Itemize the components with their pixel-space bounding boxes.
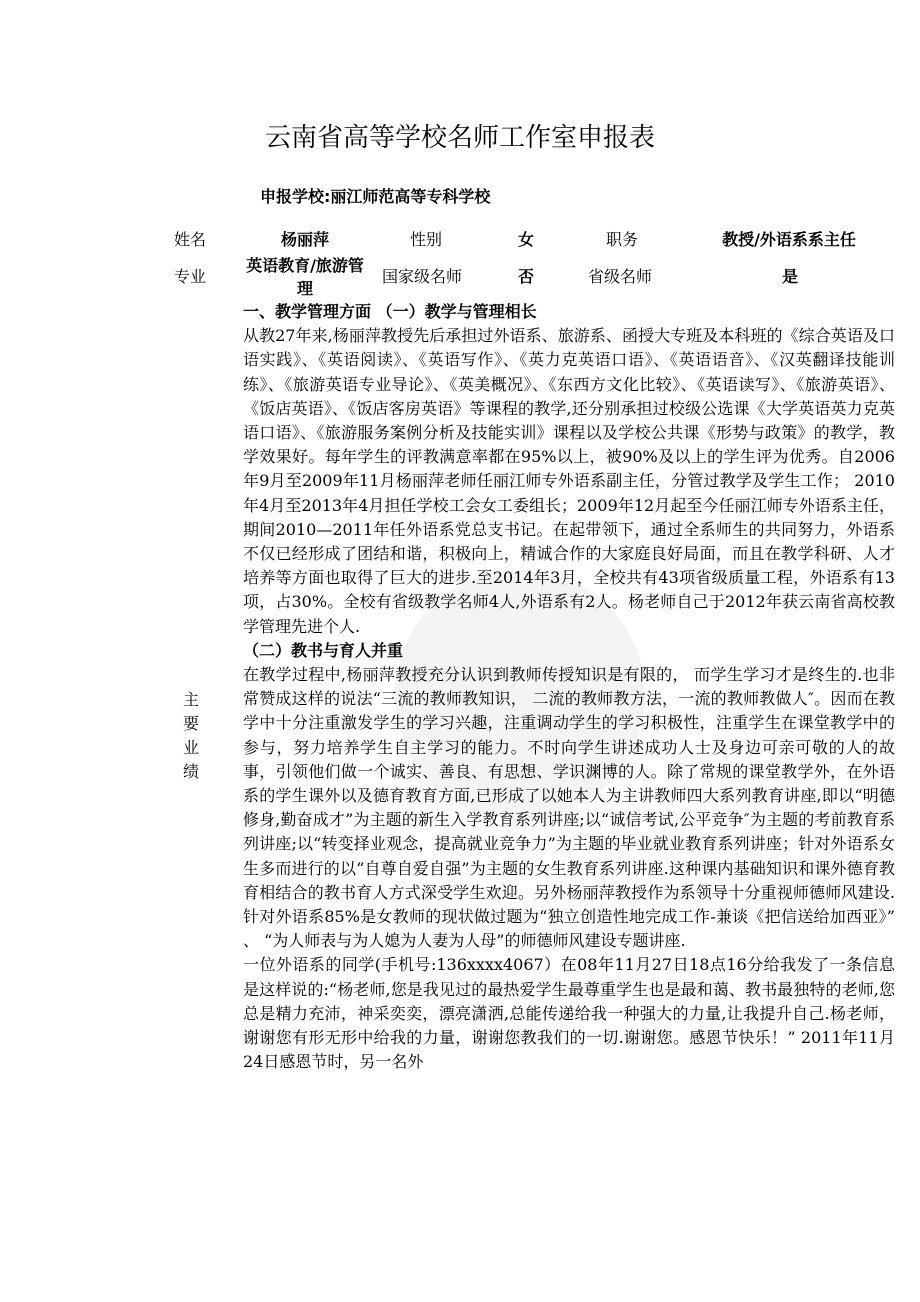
- paragraph-teaching-and-educating: 在教学过程中,杨丽萍教授充分认识到教师传授知识是有限的， 而学生学习才是终生的.也非常赞成这样的说法“三流的教师教知识， 二流的教师教方法，一流的教师教做人″。因而在教学中十分注重激发学生的学习兴趣，注重调动学生的学习积极性，注重学生在课堂教学中的参与，努力培养学生自主学习的能力。不时向学生讲述成功人士及身边可亲可敬的人的故事，引领他们做一个诚实、善良、有思想、学识渊博的人。除了常规的课堂教学外，在外语系的学生课外以及德育教育方面,已形成了以她本人为主讲教师四大系列教育讲座,即以“明德修身,勤奋成才”为主题的新生入学教育系列讲座;以“诚信考试,公平竞争″为主题的考前教育系列讲座;以“转变择业观念，提高就业竞争力”为主题的毕业就业教育系列讲座；针对外语系女生多而进行的以“自尊自爱自强”为主题的女生教育系列讲座.这种课内基础知识和课外德育教育相结合的教书育人方式深受学生欢迎。另外杨丽萍教授作为系领导十分重视师德师风建设.针对外语系85%是女教师的现状做过题为“独立创造性地完成工作-兼谈《把信送给加西亚》” 、 “为人师表与为人媳为人妻为人母”的师德师风建设专题讲座.: [243, 665, 895, 951]
- name-value: 杨丽萍: [280, 230, 329, 249]
- paragraph-teaching-management: 从教27年来,杨丽萍教授先后承担过外语系、旅游系、函授大专班及本科班的《综合英语及口语实践》、《英语阅读》、《英语写作》、《英力克英语口语》、《英语语音》、《汉英翻译技能训练》、《旅游英语专业导论》、《英美概况》、《东西方文化比较》、《英语读写》、《旅游英语》、《饭店英语》、《饭店客房英语》等课程的教学,还分别承担过校级公选课《大学英语英力克英语口语》、《旅游服务案例分析及技能实训》课程以及学校公共课《形势与政策》的教学，教学效果好。每年学生的评教满意率都在95%以上，被90%及以上的学生评为优秀。自2006年9月至2009年11月杨丽萍老师任丽江师专外语系副主任，分管过教学及学生工作； 2010年4月至2013年4月担任学校工会女工委组长；2009年12月起至今任丽江师专外语系主任，期间2010—2011年任外语系党总支书记。在起带领下，通过全系师生的共同努力，外语系不仅已经形成了团结和谐，积极向上，精诚合作的大家庭良好局面，而且在教学科研、人才培养等方面也取得了巨大的进步.至2014年3月，全校共有43项省级质量工程，外语系有13项，占30%。全校有省级教学名师4人,外语系有2人。杨老师自己于2012年获云南省高校教学管理先进个人.: [243, 326, 895, 636]
- page-title: 云南省高等学校名师工作室申报表: [264, 123, 655, 153]
- achievements-content: [243, 300, 895, 1075]
- gender-label: 性别: [410, 230, 443, 249]
- provincial-value: 是: [781, 267, 798, 286]
- provincial-label: 省级名师: [588, 267, 653, 286]
- national-value: 否: [517, 267, 534, 286]
- side-char: 业: [182, 738, 199, 757]
- major-label: 专业: [174, 267, 207, 286]
- side-label-main-achievements: [178, 688, 204, 784]
- side-char: 绩: [182, 762, 199, 781]
- major-value: 英语教育/旅游管理: [246, 256, 364, 298]
- side-char: 要: [182, 714, 199, 733]
- position-label: 职务: [606, 230, 639, 249]
- name-label: 姓名: [174, 230, 207, 249]
- side-char: 主: [182, 690, 199, 709]
- gender-value: 女: [517, 230, 534, 249]
- school-line: 申报学校:丽江师范高等专科学校: [260, 187, 491, 206]
- position-value: 教授/外语系系主任: [722, 230, 856, 249]
- section-heading-teaching-and-educating: （二）教书与育人并重: [243, 640, 404, 660]
- section-heading-teaching-management: 一、教学管理方面 （一）教学与管理相长: [243, 302, 537, 321]
- paragraph-student-message: 一位外语系的同学(手机号:136xxxx4067）在08年11月27日18点16分给我发了一条信息是这样说的:“杨老师,您是我见过的最热爱学生最尊重学生也是最和蔼、教书最独特的老师,您总是精力充沛，神采奕奕，漂亮潇洒,总能传递给我一种强大的力量,让我提升自己.杨老师，谢谢您有形无形中给我的力量，谢谢您教我们的一切.谢谢您。感恩节快乐！” 2011年11月24日感恩节时，另一名外: [243, 955, 895, 1072]
- national-label: 国家级名师: [382, 267, 463, 286]
